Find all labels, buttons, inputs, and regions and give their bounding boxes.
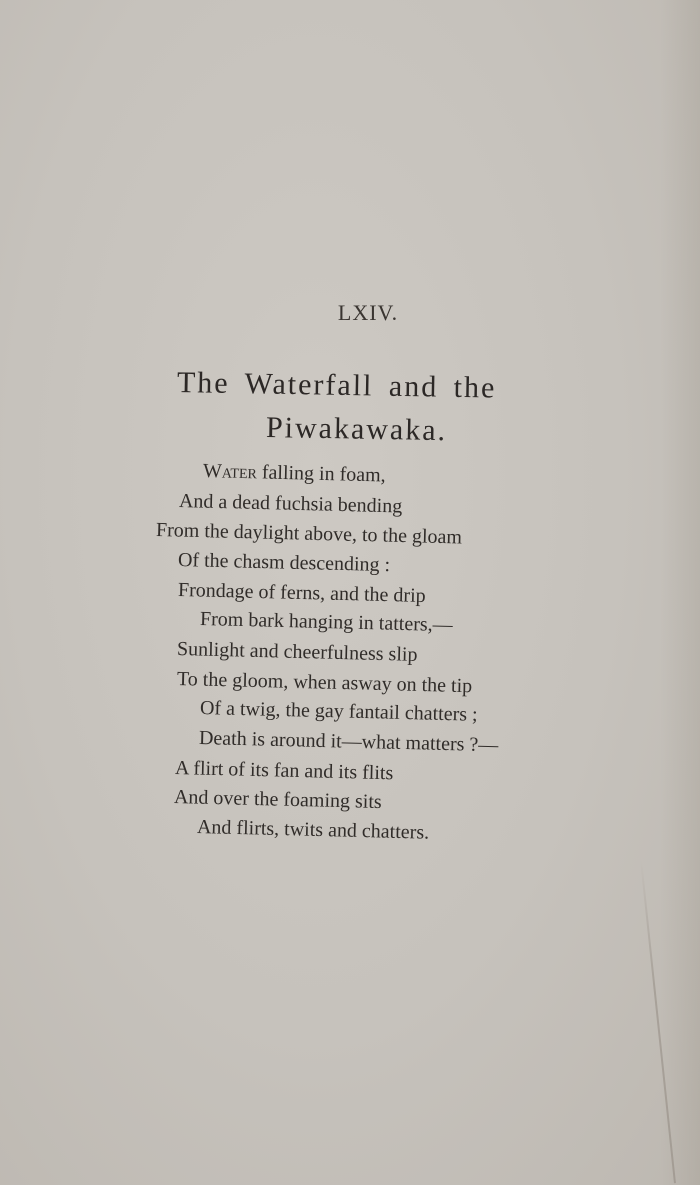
poem-line-9: Of a twig, the gay fantail chatters ; xyxy=(199,697,478,726)
poem-line-4: Of the chasm descending : xyxy=(177,549,391,577)
poem-line-1 xyxy=(203,460,386,487)
poem-line-6: From bark hanging in tatters,— xyxy=(199,608,453,637)
first-line-text: falling in foam, xyxy=(256,461,386,487)
poem-title-line-1: The Waterfall and the xyxy=(176,366,497,405)
page-edge-shadow xyxy=(660,0,700,1185)
poem-number: LXIV. xyxy=(337,300,399,325)
poem-line-12: And over the foaming sits xyxy=(173,786,382,814)
poem-line-11: A flirt of its fan and its flits xyxy=(174,757,394,785)
poem-line-3: From the daylight above, to the gloam xyxy=(155,519,463,549)
poem-line-13: And flirts, twits and chatters. xyxy=(196,816,430,844)
poem-line-7: Sunlight and cheerfulness slip xyxy=(176,638,418,666)
poem-line-10: Death is around it—what matters ?— xyxy=(198,727,499,757)
poem-line-8: To the gloom, when asway on the tip xyxy=(176,668,473,698)
poem-line-2: And a dead fuchsia bending xyxy=(178,490,403,518)
poem-line-5: Frondage of ferns, and the drip xyxy=(177,579,426,608)
poem-title-line-2: Piwakawaka. xyxy=(265,411,448,448)
first-word-small-caps: Water xyxy=(202,460,258,484)
